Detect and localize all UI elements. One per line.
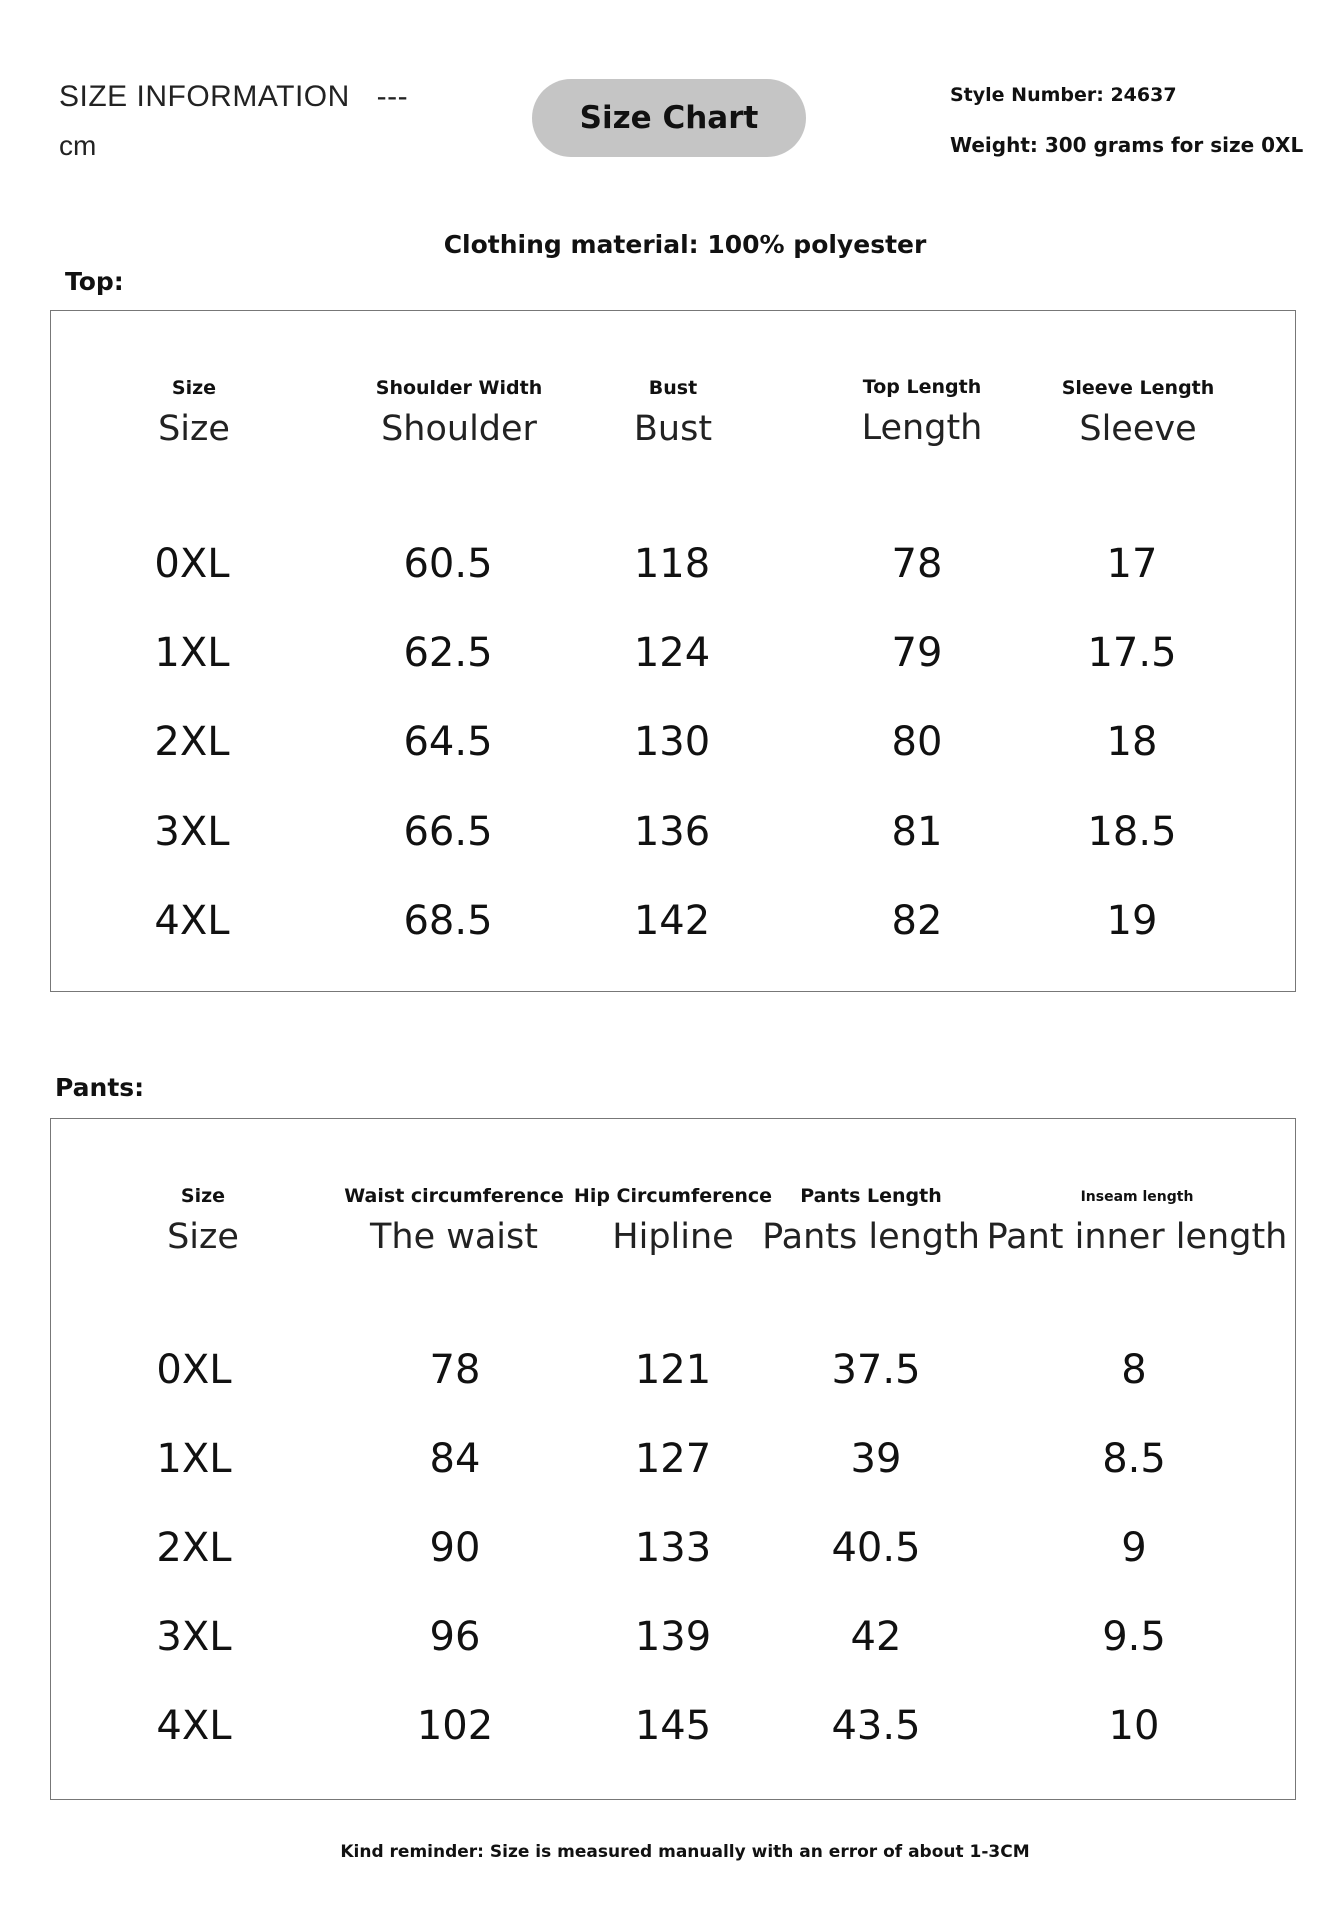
pants-header-en: Size <box>180 1185 226 1207</box>
unit-label: cm <box>59 130 97 161</box>
top-cell: 78 <box>891 541 943 587</box>
pants-cell: 139 <box>634 1614 712 1660</box>
top-cell: 19 <box>1106 898 1158 944</box>
top-cell: 17 <box>1106 541 1158 587</box>
pants-cell: 37.5 <box>831 1347 921 1393</box>
top-header-main: Bust <box>633 409 713 449</box>
pants-header-en: Inseam length <box>1080 1189 1194 1205</box>
pants-header-main: Size <box>167 1217 239 1257</box>
top-cell: 2XL <box>154 719 230 765</box>
top-cell: 118 <box>633 541 711 587</box>
top-section-label: Top: <box>65 267 124 296</box>
top-cell: 18.5 <box>1087 809 1177 855</box>
pants-cell: 90 <box>429 1525 481 1571</box>
clothing-material: Clothing material: 100% polyester <box>443 230 927 259</box>
weight-info: Weight: 300 grams for size 0XL <box>950 133 1304 157</box>
pants-header-en: Waist circumference <box>344 1185 564 1207</box>
pants-cell: 1XL <box>156 1436 232 1482</box>
top-cell: 4XL <box>154 898 230 944</box>
pants-cell: 9 <box>1121 1525 1147 1571</box>
pants-size-table <box>50 1118 1296 1800</box>
top-cell: 80 <box>891 719 943 765</box>
pants-cell: 8 <box>1121 1347 1147 1393</box>
top-header-en: Bust <box>648 377 698 399</box>
top-cell: 82 <box>891 898 943 944</box>
size-chart-title: Size Chart <box>532 79 806 157</box>
top-header-main: Size <box>158 409 230 449</box>
top-cell: 0XL <box>154 541 230 587</box>
pants-cell: 96 <box>429 1614 481 1660</box>
top-cell: 79 <box>891 630 943 676</box>
top-header-main: Sleeve <box>1079 409 1197 449</box>
pants-cell: 84 <box>429 1436 481 1482</box>
pants-cell: 133 <box>634 1525 712 1571</box>
pants-cell: 4XL <box>156 1703 232 1749</box>
pants-header-main: Pants length <box>762 1217 980 1257</box>
pants-header-main: Pant inner length <box>986 1217 1288 1257</box>
top-header-en: Shoulder Width <box>375 377 543 399</box>
pants-cell: 2XL <box>156 1525 232 1571</box>
pants-cell: 127 <box>634 1436 712 1482</box>
pants-cell: 145 <box>634 1703 712 1749</box>
top-cell: 130 <box>633 719 711 765</box>
top-header-en: Size <box>171 377 217 399</box>
top-cell: 66.5 <box>403 809 493 855</box>
pants-header-main: Hipline <box>612 1217 734 1257</box>
top-cell: 81 <box>891 809 943 855</box>
top-cell: 136 <box>633 809 711 855</box>
top-cell: 18 <box>1106 719 1158 765</box>
pants-cell: 3XL <box>156 1614 232 1660</box>
style-number: Style Number: 24637 <box>950 84 1177 106</box>
top-header-main: Shoulder <box>381 409 537 449</box>
top-header-en: Top Length <box>862 376 982 398</box>
pants-cell: 0XL <box>156 1347 232 1393</box>
top-cell: 68.5 <box>403 898 493 944</box>
top-cell: 17.5 <box>1087 630 1177 676</box>
pants-header-en: Hip Circumference <box>573 1185 773 1207</box>
pants-header-en: Pants Length <box>800 1185 942 1207</box>
top-cell: 62.5 <box>403 630 493 676</box>
pants-cell: 43.5 <box>831 1703 921 1749</box>
pants-cell: 42 <box>850 1614 902 1660</box>
top-cell: 1XL <box>154 630 230 676</box>
top-cell: 60.5 <box>403 541 493 587</box>
top-header-main: Length <box>861 408 983 448</box>
pants-section-label: Pants: <box>55 1073 145 1102</box>
pants-cell: 121 <box>634 1347 712 1393</box>
top-cell: 3XL <box>154 809 230 855</box>
top-size-table <box>50 310 1296 992</box>
size-information-label: SIZE INFORMATION <box>59 80 350 113</box>
pants-cell: 78 <box>429 1347 481 1393</box>
size-information-heading <box>59 80 408 114</box>
pants-cell: 9.5 <box>1102 1614 1166 1660</box>
pants-header-main: The waist <box>370 1217 538 1257</box>
pants-cell: 40.5 <box>831 1525 921 1571</box>
pants-cell: 8.5 <box>1102 1436 1166 1482</box>
pants-cell: 102 <box>416 1703 494 1749</box>
top-header-en: Sleeve Length <box>1061 377 1215 399</box>
pants-cell: 39 <box>850 1436 902 1482</box>
size-information-dash: --- <box>376 80 409 113</box>
kind-reminder: Kind reminder: Size is measured manually with an error of about 1-3CM <box>340 1842 1030 1862</box>
pants-cell: 10 <box>1108 1703 1160 1749</box>
top-cell: 64.5 <box>403 719 493 765</box>
top-cell: 124 <box>633 630 711 676</box>
top-cell: 142 <box>633 898 711 944</box>
